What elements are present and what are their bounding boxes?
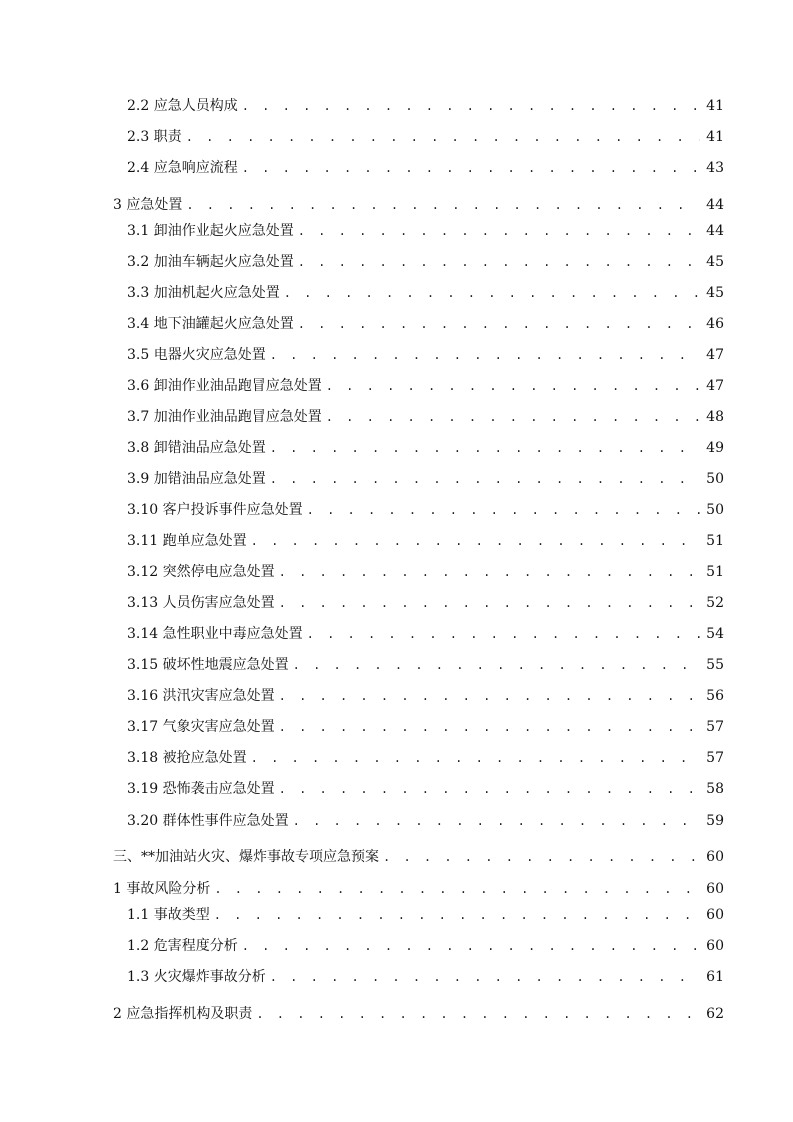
- toc-entry[interactable]: [127, 159, 724, 177]
- toc-entry[interactable]: [113, 848, 724, 866]
- toc-entry-label: 1.2 危害程度分析: [127, 938, 238, 954]
- dot-leader: [307, 625, 700, 643]
- toc-entry-label: 3.15 破坏性地震应急处置: [127, 657, 289, 673]
- toc-entry-page: 55: [706, 657, 724, 673]
- dot-leader: [256, 1005, 700, 1023]
- toc-entry-label: 3.5 电器火灾应急处置: [127, 347, 266, 363]
- toc-entry-label: 3 应急处置: [113, 197, 183, 213]
- toc-entry-label: 3.8 卸错油品应急处置: [127, 440, 266, 456]
- toc-entry[interactable]: [127, 718, 724, 736]
- toc-entry[interactable]: [113, 880, 724, 898]
- toc-entry[interactable]: [127, 377, 724, 395]
- toc-entry[interactable]: [127, 937, 724, 955]
- toc-entry-label: 3.14 急性职业中毒应急处置: [127, 626, 303, 642]
- toc-entry-page: 41: [706, 129, 724, 145]
- toc-entry-page: 51: [706, 533, 724, 549]
- toc-entry-label: 3.12 突然停电应急处置: [127, 564, 275, 580]
- toc-entry-label: 3.19 恐怖袭击应急处置: [127, 781, 275, 797]
- toc-entry[interactable]: [113, 1005, 724, 1023]
- toc-entry[interactable]: [127, 968, 724, 986]
- dot-leader: [383, 848, 700, 866]
- toc-entry-label: 1.1 事故类型: [127, 907, 210, 923]
- toc-entry-label: 2 应急指挥机构及职责: [113, 1006, 253, 1022]
- dot-leader: [293, 656, 700, 674]
- toc-entry[interactable]: [127, 97, 724, 115]
- toc-entry-page: 58: [706, 781, 724, 797]
- toc-entry-page: 54: [706, 626, 724, 642]
- toc-entry-label: 三、**加油站火灾、爆炸事故专项应急预案: [113, 849, 379, 865]
- toc-entry[interactable]: [127, 563, 724, 581]
- dot-leader: [186, 128, 700, 146]
- toc-entry-page: 45: [706, 285, 724, 301]
- toc-entry[interactable]: [127, 749, 724, 767]
- toc-entry-page: 44: [706, 197, 724, 213]
- dot-leader: [279, 718, 700, 736]
- toc-entry-label: 3.9 加错油品应急处置: [127, 471, 266, 487]
- dot-leader: [270, 470, 700, 488]
- toc-entry-page: 46: [706, 316, 724, 332]
- toc-entry-label: 3.13 人员伤害应急处置: [127, 595, 275, 611]
- toc-entry-page: 57: [706, 750, 724, 766]
- toc-entry[interactable]: [127, 812, 724, 830]
- dot-leader: [270, 439, 700, 457]
- toc-entry-page: 51: [706, 564, 724, 580]
- toc-entry-page: 62: [706, 1006, 724, 1022]
- dot-leader: [279, 687, 700, 705]
- toc-entry-label: 1 事故风险分析: [113, 881, 211, 897]
- dot-leader: [186, 196, 700, 214]
- dot-leader: [279, 594, 700, 612]
- toc-entry-label: 3.3 加油机起火应急处置: [127, 285, 280, 301]
- dot-leader: [251, 749, 700, 767]
- dot-leader: [279, 563, 700, 581]
- dot-leader: [214, 906, 700, 924]
- toc-entry[interactable]: [127, 222, 724, 240]
- toc-entry-page: 61: [706, 969, 724, 985]
- toc-entry-label: 3.11 跑单应急处置: [127, 533, 247, 549]
- toc-entry-page: 45: [706, 254, 724, 270]
- toc-entry-page: 43: [706, 160, 724, 176]
- dot-leader: [298, 315, 700, 333]
- toc-entry-label: 3.16 洪汛灾害应急处置: [127, 688, 275, 704]
- toc-entry-page: 48: [706, 409, 724, 425]
- toc-entry-label: 3.20 群体性事件应急处置: [127, 813, 289, 829]
- toc-entry[interactable]: [113, 196, 724, 214]
- toc-entry-page: 52: [706, 595, 724, 611]
- toc-entry-page: 49: [706, 440, 724, 456]
- toc-entry-label: 3.1 卸油作业起火应急处置: [127, 223, 294, 239]
- toc-entry[interactable]: [127, 284, 724, 302]
- toc-entry[interactable]: [127, 656, 724, 674]
- dot-leader: [270, 968, 700, 986]
- toc-entry[interactable]: [127, 687, 724, 705]
- toc-entry-label: 3.10 客户投诉事件应急处置: [127, 502, 303, 518]
- toc-entry-label: 1.3 火灾爆炸事故分析: [127, 969, 266, 985]
- toc-entry-page: 60: [706, 881, 724, 897]
- toc-entry-page: 60: [706, 938, 724, 954]
- toc-entry[interactable]: [127, 253, 724, 271]
- toc-entry[interactable]: [127, 439, 724, 457]
- toc-entry-page: 57: [706, 719, 724, 735]
- dot-leader: [242, 97, 700, 115]
- toc-entry[interactable]: [127, 408, 724, 426]
- toc-entry[interactable]: [127, 315, 724, 333]
- toc-entry-page: 59: [706, 813, 724, 829]
- toc-entry-label: 3.7 加油作业油品跑冒应急处置: [127, 409, 322, 425]
- toc-entry-page: 60: [706, 907, 724, 923]
- toc-entry[interactable]: [127, 128, 724, 146]
- toc-entry-label: 3.18 被抢应急处置: [127, 750, 247, 766]
- dot-leader: [293, 812, 700, 830]
- dot-leader: [242, 159, 700, 177]
- toc-entry-page: 50: [706, 471, 724, 487]
- toc-entry[interactable]: [127, 470, 724, 488]
- toc-entry-label: 3.2 加油车辆起火应急处置: [127, 254, 294, 270]
- toc-entry[interactable]: [127, 346, 724, 364]
- toc-entry-label: 3.4 地下油罐起火应急处置: [127, 316, 294, 332]
- toc-entry-page: 50: [706, 502, 724, 518]
- toc-entry[interactable]: [127, 625, 724, 643]
- toc-entry-label: 2.4 应急响应流程: [127, 160, 238, 176]
- toc-entry-label: 2.3 职责: [127, 129, 182, 145]
- toc-entry-page: 44: [706, 223, 724, 239]
- toc-entry-label: 3.6 卸油作业油品跑冒应急处置: [127, 378, 322, 394]
- dot-leader: [270, 346, 700, 364]
- toc-entry[interactable]: [127, 594, 724, 612]
- toc-entry-page: 47: [706, 378, 724, 394]
- dot-leader: [284, 284, 700, 302]
- dot-leader: [326, 408, 700, 426]
- toc-entry[interactable]: [127, 906, 724, 924]
- dot-leader: [214, 880, 700, 898]
- toc-entry-page: 60: [706, 849, 724, 865]
- toc-entry-page: 41: [706, 98, 724, 114]
- toc-entry-page: 56: [706, 688, 724, 704]
- toc-entry-label: 2.2 应急人员构成: [127, 98, 238, 114]
- toc-entry[interactable]: [127, 501, 724, 519]
- dot-leader: [279, 780, 700, 798]
- toc-entry-page: 47: [706, 347, 724, 363]
- dot-leader: [242, 937, 700, 955]
- dot-leader: [326, 377, 700, 395]
- toc-entry-label: 3.17 气象灾害应急处置: [127, 719, 275, 735]
- dot-leader: [307, 501, 700, 519]
- dot-leader: [298, 253, 700, 271]
- toc-entry[interactable]: [127, 780, 724, 798]
- dot-leader: [298, 222, 700, 240]
- dot-leader: [251, 532, 700, 550]
- toc-entry[interactable]: [127, 532, 724, 550]
